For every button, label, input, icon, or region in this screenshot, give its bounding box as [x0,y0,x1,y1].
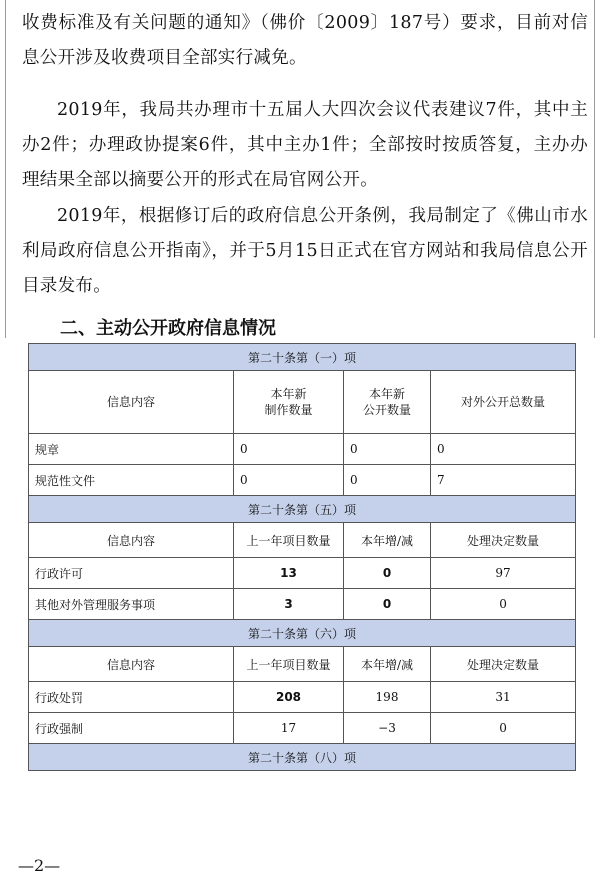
table-row [29,713,576,744]
cell: 17 [234,713,344,744]
row-label: 行政处罚 [29,682,234,713]
row-label: 行政许可 [29,558,234,589]
cell: 0 [344,434,431,465]
section-title-row [29,496,576,523]
section-title-row [29,344,576,371]
paragraph-proposals: 2019年，我局共办理市十五届人大四次会议代表建议7件，其中主办2件；办理政协提案6件，其中主办1件；全部按时按质答复，主办办理结果全部以摘要公开的形式在局官网公开。 [22,100,588,190]
cell: 97 [431,558,576,589]
section-title-row [29,744,576,771]
cell: 208 [234,682,344,713]
header-cell: 信息内容 [29,523,234,558]
cell: 31 [431,682,576,713]
header-cell: 对外公开总数量 [431,371,576,434]
header-cell: 上一年项目数量 [234,647,344,682]
cell: 0 [344,558,431,589]
cell: 0 [431,713,576,744]
header-cell: 本年增/减 [344,523,431,558]
section-title: 第二十条第（一）项 [29,344,576,371]
table-row [29,558,576,589]
table-row [29,434,576,465]
cell: 0 [431,434,576,465]
header-cell: 本年新 制作数量 [234,371,344,434]
cell: 0 [234,434,344,465]
cell: 13 [234,558,344,589]
info-table [28,343,576,771]
header-cell: 信息内容 [29,647,234,682]
table-header-row [29,523,576,558]
cell: 0 [234,465,344,496]
paragraph-guide: 2019年，根据修订后的政府信息公开条例，我局制定了《佛山市水利局政府信息公开指南》，并于5月15日正式在官方网站和我局信息公开目录发布。 [22,206,588,296]
table-header-row [29,371,576,434]
table-row [29,682,576,713]
section-title: 第二十条第（五）项 [29,496,576,523]
section-title: 第二十条第（八）项 [29,744,576,771]
section-title-row [29,620,576,647]
cell: 0 [431,589,576,620]
cell: 0 [344,465,431,496]
header-cell: 本年新 公开数量 [344,371,431,434]
cell: −3 [344,713,431,744]
page-number: —2— [18,856,61,875]
header-cell: 处理决定数量 [431,523,576,558]
table-header-row [29,647,576,682]
row-label: 行政强制 [29,713,234,744]
header-cell: 信息内容 [29,371,234,434]
table-row [29,589,576,620]
cell: 3 [234,589,344,620]
paragraph-fee-notice: 收费标准及有关问题的通知》（佛价〔2009〕187号）要求，目前对信息公开涉及收费项目全部实行减免。 [22,13,588,68]
section-heading: 二、主动公开政府信息情况 [60,318,276,339]
cell: 198 [344,682,431,713]
row-label: 规章 [29,434,234,465]
cell: 7 [431,465,576,496]
row-label: 规范性文件 [29,465,234,496]
table-row [29,465,576,496]
header-cell: 处理决定数量 [431,647,576,682]
row-label: 其他对外管理服务事项 [29,589,234,620]
section-title: 第二十条第（六）项 [29,620,576,647]
header-cell: 本年增/减 [344,647,431,682]
cell: 0 [344,589,431,620]
header-cell: 上一年项目数量 [234,523,344,558]
